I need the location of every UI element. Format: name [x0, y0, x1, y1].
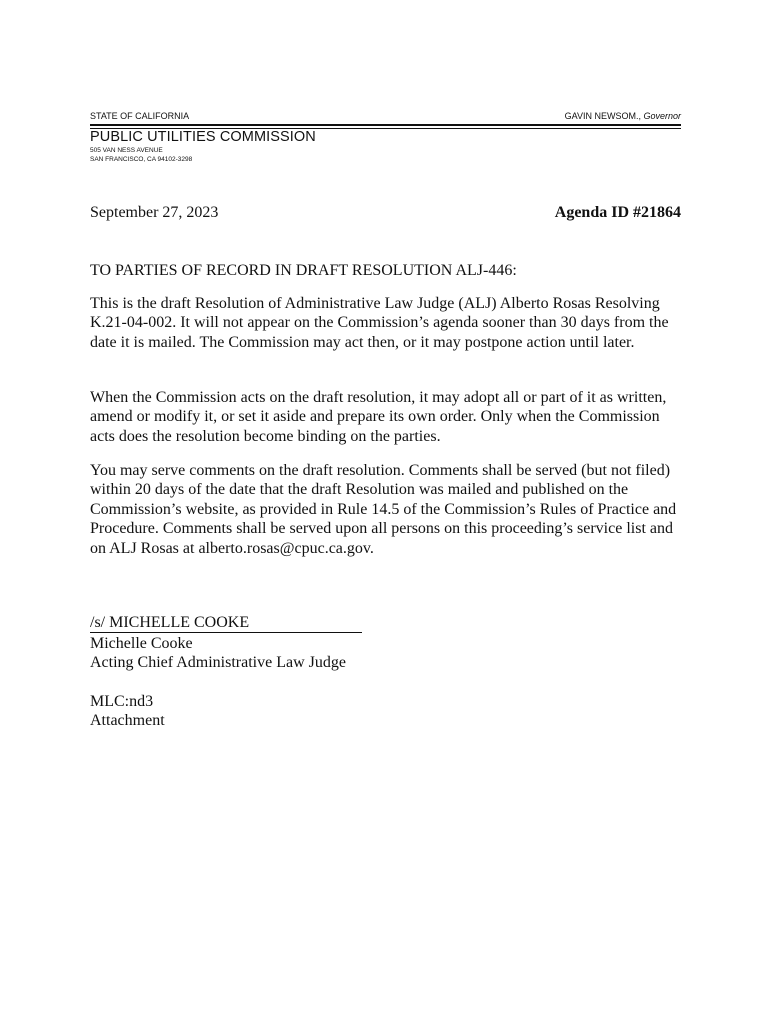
address-line-2: SAN FRANCISCO, CA 94102-3298: [90, 155, 193, 163]
reference-initials: MLC:nd3: [90, 693, 154, 710]
body-paragraph-2: When the Commission acts on the draft resolution, it may adopt all or part of it as written, amend or modify it, or set it aside and prepare its own order. Only when the Commission acts does the resolution become binding on the parties.: [90, 389, 667, 445]
attachment-note: Attachment: [90, 712, 165, 729]
governor-name: GAVIN NEWSOM.,: [564, 111, 641, 121]
agency-name: PUBLIC UTILITIES COMMISSION: [90, 129, 316, 145]
governor-title: Governor: [643, 111, 681, 121]
governor-label: [565, 111, 681, 121]
address-line-1: 505 VAN NESS AVENUE: [90, 147, 163, 154]
letterhead-top-line: [90, 111, 681, 121]
signature-line: /s/ MICHELLE COOKE: [90, 613, 362, 633]
agenda-id: Agenda ID #21864: [554, 204, 681, 221]
body-paragraph-1: This is the draft Resolution of Administrative Law Judge (ALJ) Alberto Rosas Resolving K.21-04-002. It will not appear on the Commission’s agenda sooner than 30 days from the date it is mailed. The Commission may act then, or it may postpone action until later.: [90, 295, 669, 351]
agency-address: [90, 147, 192, 164]
letter-date: September 27, 2023: [90, 204, 219, 221]
signer-title: Acting Chief Administrative Law Judge: [90, 654, 346, 671]
state-label: STATE OF CALIFORNIA: [90, 111, 190, 121]
salutation: TO PARTIES OF RECORD IN DRAFT RESOLUTION ALJ-446:: [90, 262, 517, 279]
letterhead-rule-thick: [90, 124, 681, 126]
signer-name: Michelle Cooke: [90, 635, 193, 652]
body-paragraph-3: You may serve comments on the draft resolution. Comments shall be served (but not filed) within 20 days of the date that the draft Resolution was mailed and published on the Commission’s website, as provided in Rule 14.5 of the Commission’s Rules of Practice and Procedure. Comments shall be served upon all persons on this proceeding’s service list and on ALJ Rosas at alberto.rosas@cpuc.ca.gov.: [90, 462, 677, 557]
